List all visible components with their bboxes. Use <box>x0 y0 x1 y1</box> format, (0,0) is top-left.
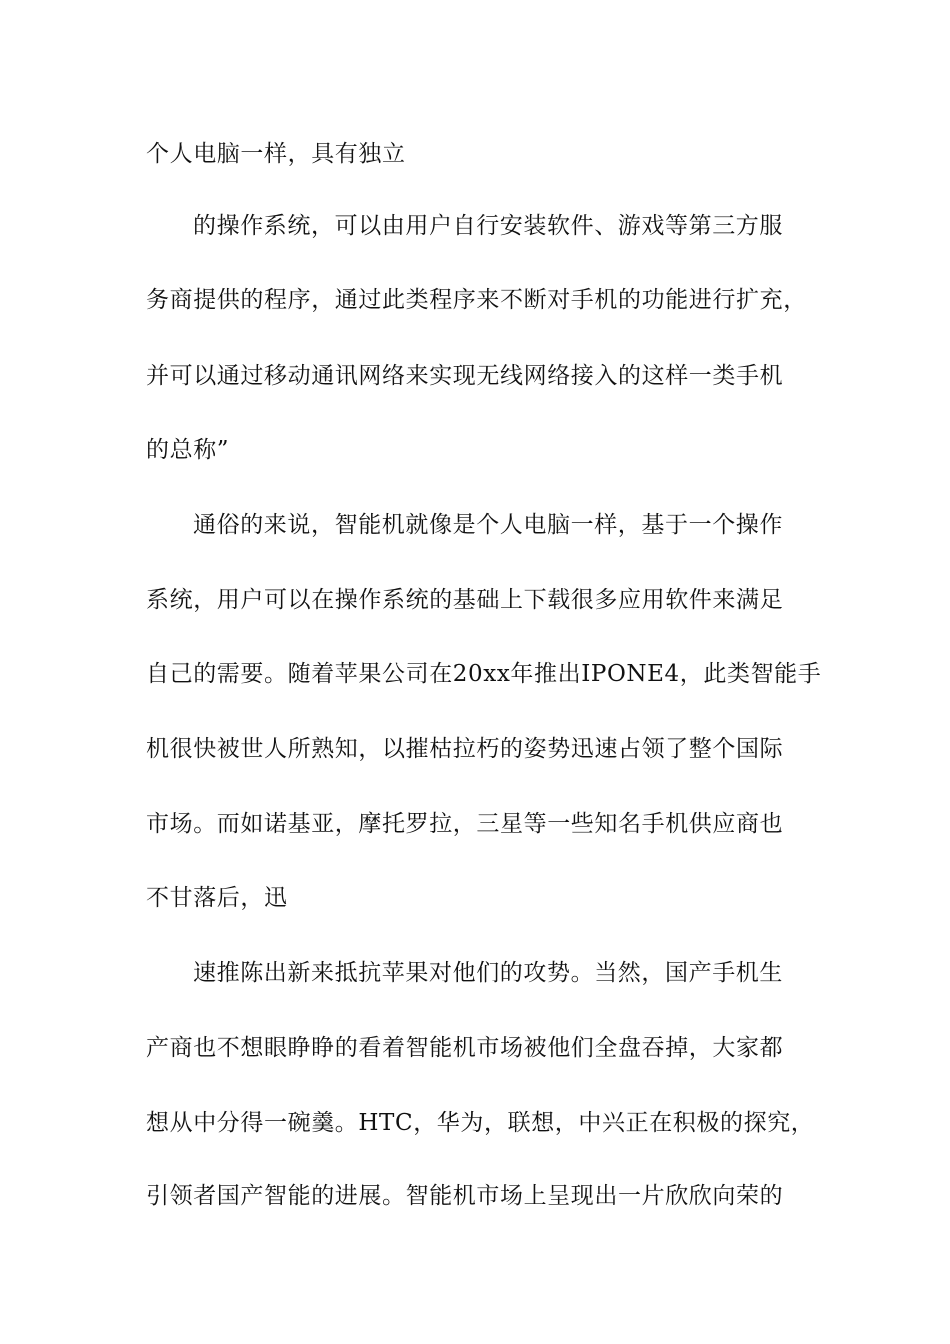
text-line: 产商也不想眼睁睁的看着智能机市场被他们全盘吞掉，大家都 <box>146 1035 784 1061</box>
text-line: 系统，用户可以在操作系统的基础上下载很多应用软件来满足 <box>146 587 784 613</box>
text-line: 机很快被世人所熟知，以摧枯拉朽的姿势迅速占领了整个国际 <box>146 736 784 762</box>
text-line: 引领者国产智能的进展。智能机市场上呈现出一片欣欣向荣的 <box>146 1183 784 1209</box>
text-line: 想从中分得一碗羹。HTC，华为，联想，中兴正在积极的探究， <box>146 1110 815 1136</box>
text-line: 市场。而如诺基亚，摩托罗拉，三星等一些知名手机供应商也 <box>146 811 784 837</box>
paragraph-first-line: 的操作系统，可以由用户自行安装软件、游戏等第三方服 <box>193 213 783 239</box>
text-line: 的总称” <box>146 437 230 463</box>
text-line: 不甘落后，迅 <box>146 885 288 911</box>
paragraph-first-line: 速推陈出新来抵抗苹果对他们的攻势。当然，国产手机生 <box>193 960 783 986</box>
text-line: 务商提供的程序，通过此类程序来不断对手机的功能进行扩充， <box>146 287 807 313</box>
text-line: 并可以通过移动通讯网络来实现无线网络接入的这样一类手机 <box>146 363 784 389</box>
paragraph-first-line: 通俗的来说，智能机就像是个人电脑一样，基于一个操作 <box>193 512 783 538</box>
text-line: 个人电脑一样，具有独立 <box>146 141 406 167</box>
text-line: 自己的需要。随着苹果公司在20xx年推出IPONE4，此类智能手 <box>146 661 822 687</box>
